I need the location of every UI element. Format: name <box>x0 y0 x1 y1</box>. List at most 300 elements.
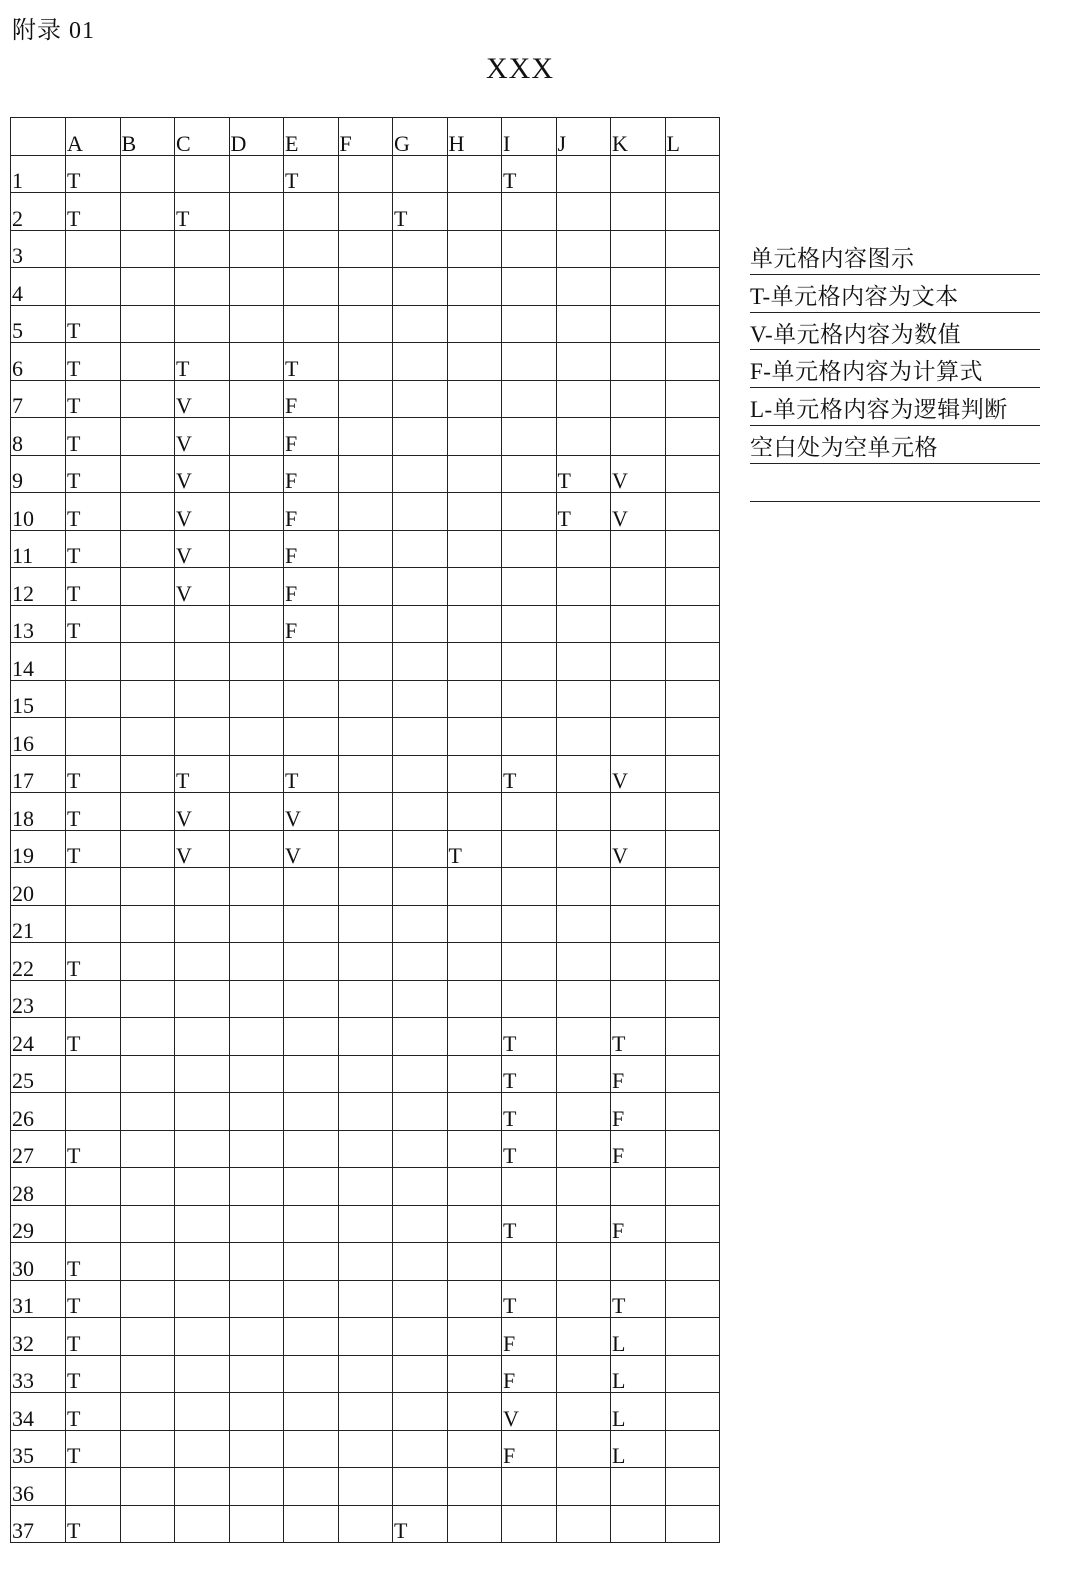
cell-i9 <box>502 455 557 493</box>
cell-l17 <box>665 755 720 793</box>
cell-e24 <box>284 1018 339 1056</box>
cell-g1 <box>393 155 448 193</box>
cell-k28 <box>611 1168 666 1206</box>
row-number: 14 <box>11 643 66 681</box>
cell-g5 <box>393 305 448 343</box>
cell-c10: V <box>175 493 230 531</box>
cell-c31 <box>175 1280 230 1318</box>
cell-a33: T <box>66 1355 121 1393</box>
row-number: 1 <box>11 155 66 193</box>
cell-c16 <box>175 718 230 756</box>
cell-l27 <box>665 1130 720 1168</box>
cell-e11: F <box>284 530 339 568</box>
cell-b25 <box>120 1055 175 1093</box>
cell-h1 <box>447 155 502 193</box>
column-header: F <box>338 118 393 156</box>
cell-e33 <box>284 1355 339 1393</box>
cell-b31 <box>120 1280 175 1318</box>
cell-i20 <box>502 868 557 906</box>
cell-h33 <box>447 1355 502 1393</box>
cell-l4 <box>665 268 720 306</box>
cell-i3 <box>502 230 557 268</box>
cell-h13 <box>447 605 502 643</box>
cell-e4 <box>284 268 339 306</box>
table-row <box>11 1393 720 1431</box>
cell-a13: T <box>66 605 121 643</box>
cell-l8 <box>665 418 720 456</box>
legend-item: V-单元格内容为数值 <box>750 313 1040 351</box>
cell-f19 <box>338 830 393 868</box>
cell-a14 <box>66 643 121 681</box>
cell-k2 <box>611 193 666 231</box>
cell-h2 <box>447 193 502 231</box>
column-header: B <box>120 118 175 156</box>
cell-j37 <box>556 1505 611 1543</box>
cell-a7: T <box>66 380 121 418</box>
corner-cell <box>11 118 66 156</box>
row-number: 8 <box>11 418 66 456</box>
column-header: C <box>175 118 230 156</box>
cell-g10 <box>393 493 448 531</box>
cell-a27: T <box>66 1130 121 1168</box>
cell-l7 <box>665 380 720 418</box>
cell-h32 <box>447 1318 502 1356</box>
cell-j33 <box>556 1355 611 1393</box>
cell-h25 <box>447 1055 502 1093</box>
cell-h35 <box>447 1430 502 1468</box>
cell-l18 <box>665 793 720 831</box>
row-number: 30 <box>11 1243 66 1281</box>
cell-k30 <box>611 1243 666 1281</box>
cell-g37: T <box>393 1505 448 1543</box>
cell-d2 <box>229 193 284 231</box>
table-row <box>11 1430 720 1468</box>
cell-a12: T <box>66 568 121 606</box>
cell-i35: F <box>502 1430 557 1468</box>
cell-i34: V <box>502 1393 557 1431</box>
cell-i8 <box>502 418 557 456</box>
cell-d5 <box>229 305 284 343</box>
table-row <box>11 605 720 643</box>
cell-j35 <box>556 1430 611 1468</box>
cell-k18 <box>611 793 666 831</box>
cell-b28 <box>120 1168 175 1206</box>
table-row <box>11 230 720 268</box>
cell-g25 <box>393 1055 448 1093</box>
cell-j23 <box>556 980 611 1018</box>
column-header: J <box>556 118 611 156</box>
cell-i27: T <box>502 1130 557 1168</box>
cell-i2 <box>502 193 557 231</box>
cell-l21 <box>665 905 720 943</box>
column-header: D <box>229 118 284 156</box>
cell-e8: F <box>284 418 339 456</box>
cell-l16 <box>665 718 720 756</box>
cell-j12 <box>556 568 611 606</box>
cell-k23 <box>611 980 666 1018</box>
cell-e18: V <box>284 793 339 831</box>
row-number: 5 <box>11 305 66 343</box>
cell-a37: T <box>66 1505 121 1543</box>
cell-i18 <box>502 793 557 831</box>
cell-a9: T <box>66 455 121 493</box>
cell-f8 <box>338 418 393 456</box>
cell-g20 <box>393 868 448 906</box>
column-header-row <box>11 118 720 156</box>
row-number: 7 <box>11 380 66 418</box>
cell-b1 <box>120 155 175 193</box>
cell-h7 <box>447 380 502 418</box>
legend-item: T-单元格内容为文本 <box>750 275 1040 313</box>
cell-d18 <box>229 793 284 831</box>
table-row <box>11 643 720 681</box>
table-row <box>11 793 720 831</box>
cell-d24 <box>229 1018 284 1056</box>
cell-k8 <box>611 418 666 456</box>
cell-e28 <box>284 1168 339 1206</box>
cell-i24: T <box>502 1018 557 1056</box>
table-row <box>11 1355 720 1393</box>
cell-i11 <box>502 530 557 568</box>
cell-j28 <box>556 1168 611 1206</box>
cell-a24: T <box>66 1018 121 1056</box>
cell-i37 <box>502 1505 557 1543</box>
cell-j30 <box>556 1243 611 1281</box>
cell-g32 <box>393 1318 448 1356</box>
cell-f4 <box>338 268 393 306</box>
cell-f16 <box>338 718 393 756</box>
cell-e22 <box>284 943 339 981</box>
cell-h24 <box>447 1018 502 1056</box>
cell-a17: T <box>66 755 121 793</box>
cell-i17: T <box>502 755 557 793</box>
cell-c29 <box>175 1205 230 1243</box>
cell-j26 <box>556 1093 611 1131</box>
table-row <box>11 1280 720 1318</box>
cell-f14 <box>338 643 393 681</box>
cell-c12: V <box>175 568 230 606</box>
table-row <box>11 305 720 343</box>
cell-k3 <box>611 230 666 268</box>
cell-f28 <box>338 1168 393 1206</box>
cell-h30 <box>447 1243 502 1281</box>
cell-g17 <box>393 755 448 793</box>
cell-j2 <box>556 193 611 231</box>
row-number: 9 <box>11 455 66 493</box>
table-row <box>11 1505 720 1543</box>
cell-e9: F <box>284 455 339 493</box>
cell-d33 <box>229 1355 284 1393</box>
cell-l14 <box>665 643 720 681</box>
cell-c14 <box>175 643 230 681</box>
cell-f1 <box>338 155 393 193</box>
row-number: 24 <box>11 1018 66 1056</box>
cell-i13 <box>502 605 557 643</box>
cell-b18 <box>120 793 175 831</box>
cell-h34 <box>447 1393 502 1431</box>
cell-d11 <box>229 530 284 568</box>
cell-f32 <box>338 1318 393 1356</box>
cell-j17 <box>556 755 611 793</box>
cell-e3 <box>284 230 339 268</box>
cell-g21 <box>393 905 448 943</box>
cell-l22 <box>665 943 720 981</box>
cell-c30 <box>175 1243 230 1281</box>
cell-d25 <box>229 1055 284 1093</box>
cell-c27 <box>175 1130 230 1168</box>
column-header: A <box>66 118 121 156</box>
cell-h29 <box>447 1205 502 1243</box>
cell-k35: L <box>611 1430 666 1468</box>
cell-i14 <box>502 643 557 681</box>
cell-b21 <box>120 905 175 943</box>
cell-e14 <box>284 643 339 681</box>
cell-d36 <box>229 1468 284 1506</box>
cell-c21 <box>175 905 230 943</box>
cell-j31 <box>556 1280 611 1318</box>
cell-k24: T <box>611 1018 666 1056</box>
table-row <box>11 1130 720 1168</box>
table-row <box>11 1318 720 1356</box>
cell-h26 <box>447 1093 502 1131</box>
cell-e10: F <box>284 493 339 531</box>
cell-l2 <box>665 193 720 231</box>
cell-e15 <box>284 680 339 718</box>
cell-i4 <box>502 268 557 306</box>
row-number: 34 <box>11 1393 66 1431</box>
cell-f25 <box>338 1055 393 1093</box>
cell-j6 <box>556 343 611 381</box>
cell-i21 <box>502 905 557 943</box>
cell-k26: F <box>611 1093 666 1131</box>
cell-l26 <box>665 1093 720 1131</box>
cell-g27 <box>393 1130 448 1168</box>
cell-g22 <box>393 943 448 981</box>
cell-d27 <box>229 1130 284 1168</box>
cell-l9 <box>665 455 720 493</box>
cell-f5 <box>338 305 393 343</box>
cell-g23 <box>393 980 448 1018</box>
row-number: 32 <box>11 1318 66 1356</box>
cell-d26 <box>229 1093 284 1131</box>
table-row <box>11 718 720 756</box>
cell-j25 <box>556 1055 611 1093</box>
cell-l33 <box>665 1355 720 1393</box>
cell-c26 <box>175 1093 230 1131</box>
table-row <box>11 1055 720 1093</box>
cell-f3 <box>338 230 393 268</box>
cell-f21 <box>338 905 393 943</box>
cell-c8: V <box>175 418 230 456</box>
cell-c19: V <box>175 830 230 868</box>
cell-a8: T <box>66 418 121 456</box>
appendix-label: 附录 01 <box>12 18 95 44</box>
column-header: I <box>502 118 557 156</box>
cell-h14 <box>447 643 502 681</box>
cell-g19 <box>393 830 448 868</box>
cell-j36 <box>556 1468 611 1506</box>
cell-g16 <box>393 718 448 756</box>
cell-d23 <box>229 980 284 1018</box>
table-row <box>11 943 720 981</box>
cell-h9 <box>447 455 502 493</box>
cell-i36 <box>502 1468 557 1506</box>
cell-c2: T <box>175 193 230 231</box>
cell-k14 <box>611 643 666 681</box>
column-header: E <box>284 118 339 156</box>
cell-h37 <box>447 1505 502 1543</box>
cell-b27 <box>120 1130 175 1168</box>
cell-b3 <box>120 230 175 268</box>
cell-g18 <box>393 793 448 831</box>
cell-a5: T <box>66 305 121 343</box>
cell-l34 <box>665 1393 720 1431</box>
cell-i19 <box>502 830 557 868</box>
cell-e16 <box>284 718 339 756</box>
cell-f23 <box>338 980 393 1018</box>
cell-h3 <box>447 230 502 268</box>
cell-f36 <box>338 1468 393 1506</box>
cell-a15 <box>66 680 121 718</box>
cell-h5 <box>447 305 502 343</box>
cell-k13 <box>611 605 666 643</box>
cell-g28 <box>393 1168 448 1206</box>
cell-f33 <box>338 1355 393 1393</box>
cell-d12 <box>229 568 284 606</box>
table-row <box>11 1018 720 1056</box>
cell-a21 <box>66 905 121 943</box>
row-number: 36 <box>11 1468 66 1506</box>
row-number: 4 <box>11 268 66 306</box>
row-number: 33 <box>11 1355 66 1393</box>
cell-e2 <box>284 193 339 231</box>
cell-a23 <box>66 980 121 1018</box>
cell-a1: T <box>66 155 121 193</box>
cell-d9 <box>229 455 284 493</box>
cell-c18: V <box>175 793 230 831</box>
cell-d22 <box>229 943 284 981</box>
cell-b24 <box>120 1018 175 1056</box>
cell-d15 <box>229 680 284 718</box>
cell-d37 <box>229 1505 284 1543</box>
cell-c15 <box>175 680 230 718</box>
cell-d13 <box>229 605 284 643</box>
legend-item: F-单元格内容为计算式 <box>750 350 1040 388</box>
table-row <box>11 1468 720 1506</box>
cell-a6: T <box>66 343 121 381</box>
table-row <box>11 568 720 606</box>
cell-e36 <box>284 1468 339 1506</box>
cell-j24 <box>556 1018 611 1056</box>
legend-title: 单元格内容图示 <box>750 237 1040 275</box>
row-number: 35 <box>11 1430 66 1468</box>
cell-j4 <box>556 268 611 306</box>
document-title: XXX <box>486 52 554 85</box>
column-header: L <box>665 118 720 156</box>
cell-d6 <box>229 343 284 381</box>
cell-i33: F <box>502 1355 557 1393</box>
cell-b36 <box>120 1468 175 1506</box>
cell-h20 <box>447 868 502 906</box>
row-number: 25 <box>11 1055 66 1093</box>
cell-d3 <box>229 230 284 268</box>
cell-f26 <box>338 1093 393 1131</box>
cell-b34 <box>120 1393 175 1431</box>
row-number: 21 <box>11 905 66 943</box>
cell-k6 <box>611 343 666 381</box>
cell-b35 <box>120 1430 175 1468</box>
cell-k29: F <box>611 1205 666 1243</box>
row-number: 29 <box>11 1205 66 1243</box>
cell-c4 <box>175 268 230 306</box>
cell-f20 <box>338 868 393 906</box>
row-number: 18 <box>11 793 66 831</box>
cell-b29 <box>120 1205 175 1243</box>
cell-d1 <box>229 155 284 193</box>
row-number: 11 <box>11 530 66 568</box>
cell-j9: T <box>556 455 611 493</box>
cell-j21 <box>556 905 611 943</box>
cell-k11 <box>611 530 666 568</box>
cell-e26 <box>284 1093 339 1131</box>
cell-d14 <box>229 643 284 681</box>
cell-k19: V <box>611 830 666 868</box>
column-header: K <box>611 118 666 156</box>
cell-f17 <box>338 755 393 793</box>
cell-k31: T <box>611 1280 666 1318</box>
cell-b16 <box>120 718 175 756</box>
cell-c33 <box>175 1355 230 1393</box>
cell-g29 <box>393 1205 448 1243</box>
cell-b23 <box>120 980 175 1018</box>
cell-j8 <box>556 418 611 456</box>
cell-l37 <box>665 1505 720 1543</box>
cell-l10 <box>665 493 720 531</box>
cell-c7: V <box>175 380 230 418</box>
cell-b8 <box>120 418 175 456</box>
cell-j10: T <box>556 493 611 531</box>
cell-d8 <box>229 418 284 456</box>
cell-f7 <box>338 380 393 418</box>
cell-l32 <box>665 1318 720 1356</box>
cell-b6 <box>120 343 175 381</box>
table-row <box>11 1243 720 1281</box>
cell-h12 <box>447 568 502 606</box>
cell-b11 <box>120 530 175 568</box>
cell-j14 <box>556 643 611 681</box>
cell-l25 <box>665 1055 720 1093</box>
cell-f13 <box>338 605 393 643</box>
table-row <box>11 455 720 493</box>
row-number: 37 <box>11 1505 66 1543</box>
cell-d17 <box>229 755 284 793</box>
cell-c5 <box>175 305 230 343</box>
cell-k34: L <box>611 1393 666 1431</box>
cell-d21 <box>229 905 284 943</box>
cell-k15 <box>611 680 666 718</box>
cell-f30 <box>338 1243 393 1281</box>
cell-e7: F <box>284 380 339 418</box>
legend-item <box>750 464 1040 502</box>
cell-h18 <box>447 793 502 831</box>
cell-c24 <box>175 1018 230 1056</box>
cell-d29 <box>229 1205 284 1243</box>
cell-d10 <box>229 493 284 531</box>
cell-a25 <box>66 1055 121 1093</box>
cell-e12: F <box>284 568 339 606</box>
cell-b12 <box>120 568 175 606</box>
cell-b9 <box>120 455 175 493</box>
